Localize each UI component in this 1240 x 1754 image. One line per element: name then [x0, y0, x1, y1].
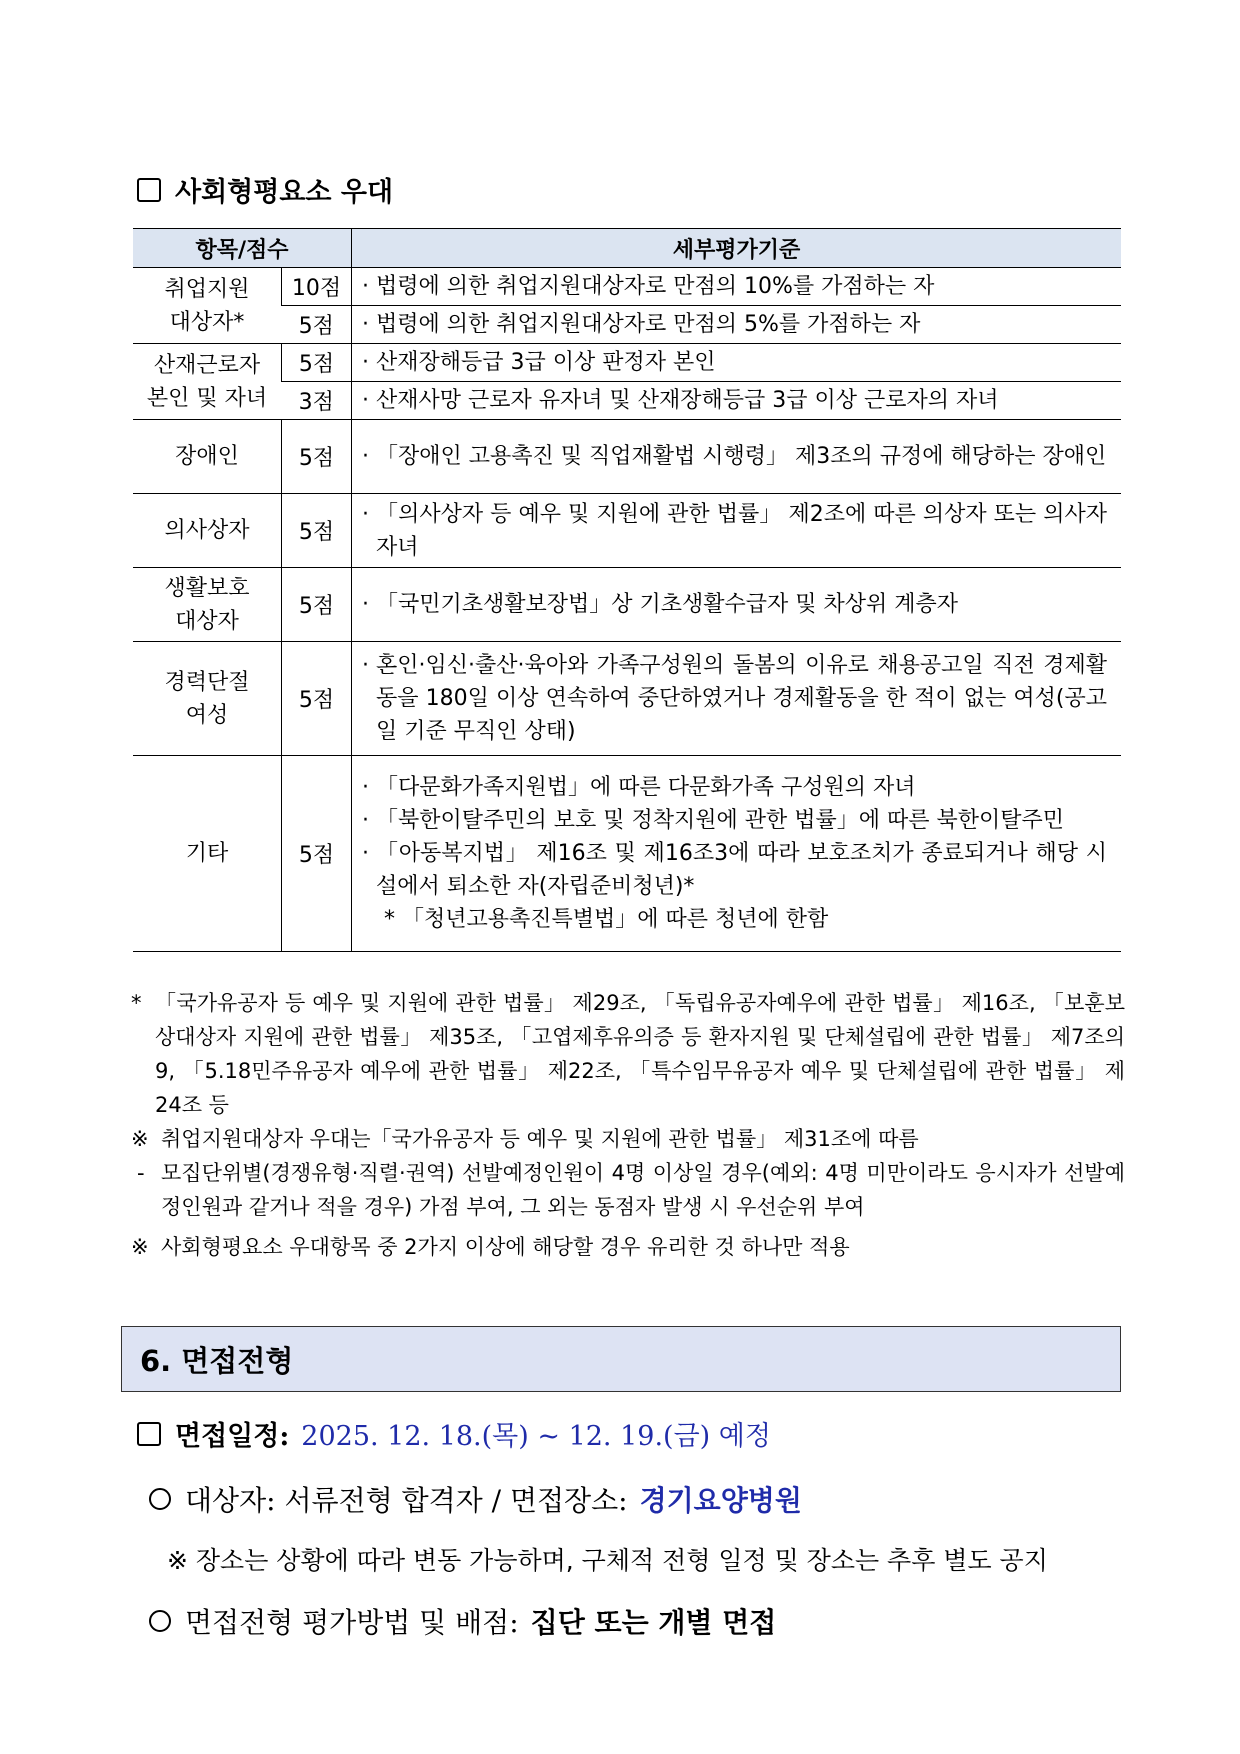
- method-value: 집단 또는 개별 면접: [530, 1606, 777, 1639]
- table-header-row: [133, 229, 1121, 268]
- note-ref-2: ※ 사회형평요소 우대항목 중 2가지 이상에 해당할 경우 유리한 것 하나만 적용: [131, 1235, 850, 1259]
- criteria-cell: · 「의사상자 등 예우 및 지원에 관한 법률」 제2조에 따른 의상자 또는 의사자 자녀: [352, 494, 1122, 568]
- preference-table: [133, 228, 1121, 952]
- points-cell: 5점: [282, 494, 352, 568]
- note-ref-1: ※ 취업지원대상자 우대는「국가유공자 등 예우 및 지원에 관한 법률」 제31조에 따름: [131, 1127, 919, 1151]
- category-disabled: 장애인: [133, 420, 282, 494]
- interview-schedule: [137, 1414, 1137, 1453]
- category-other: 기타: [133, 756, 282, 952]
- table-row: [133, 420, 1121, 494]
- note-star: * 「국가유공자 등 예우 및 지원에 관한 법률」 제29조, 「독립유공자예우에 관한 법률」 제16조, 「보훈보상대상자 지원에 관한 법률」 제35조, 「고엽제후유의증 등 환자지원 및 단체설립에 관한 법률」 제7조의9, 「5.18민주유공자 예우에 관한 법률」 제22조, 「특수임무유공자 예우 및 단체설립에 관한 법률」 제24조 등: [131, 991, 1125, 1117]
- square-bullet-icon: [137, 178, 161, 202]
- interview-target: [137, 1479, 1137, 1519]
- points-cell: 5점: [282, 344, 352, 382]
- table-row: [133, 344, 1121, 382]
- preference-title: 사회형평요소 우대: [175, 177, 394, 208]
- table-row: [133, 268, 1121, 306]
- square-bullet-icon: [137, 1422, 161, 1446]
- criteria-cell: · 「장애인 고용촉진 및 직업재활법 시행령」 제3조의 규정에 해당하는 장애인: [352, 420, 1122, 494]
- table-row: [133, 306, 1121, 344]
- criteria-cell: · 혼인·임신·출산·육아와 가족구성원의 돌봄의 이유로 채용공고일 직전 경제활동을 180일 이상 연속하여 중단하였거나 경제활동을 한 적이 없는 여성(공고일 기준 무직인 상태): [352, 642, 1122, 756]
- preference-section: [137, 170, 1137, 209]
- points-cell: 10점: [282, 268, 352, 306]
- circle-bullet-icon: [149, 1488, 171, 1510]
- category-industrial: 산재근로자 본인 및 자녀: [133, 344, 282, 420]
- circle-bullet-icon: [149, 1610, 171, 1632]
- preference-heading: [137, 170, 1137, 209]
- points-cell: 5점: [282, 642, 352, 756]
- table-notes: [131, 986, 1125, 1264]
- category-righteous: 의사상자: [133, 494, 282, 568]
- section6-title: 6. 면접전형: [140, 1343, 294, 1378]
- note-dash: - 모집단위별(경쟁유형·직렬·권역) 선발예정인원이 4명 이상일 경우(예외: 4명 미만이라도 응시자가 선발예정인원과 같거나 적을 경우) 가점 부여, 그 외는 동점자 발생 시 우선순위 부여: [137, 1161, 1125, 1219]
- youth-subnote: * 「청년고용촉진특별법」에 따른 청년에 한함: [384, 907, 829, 932]
- header-category: 항목/점수: [133, 229, 352, 268]
- points-cell: 5점: [282, 568, 352, 642]
- criteria-cell: · 「다문화가족지원법」에 따른 다문화가족 구성원의 자녀 · 「북한이탈주민의 보호 및 정착지원에 관한 법률」에 따른 북한이탈주민 · 「아동복지법」 제16조 및 제16조3에 따라 보호조치가 종료되거나 해당 시설에서 퇴소한 자(자립준비청년)* * 「청년고용촉진특별법」에 따른 청년에 한함: [352, 756, 1122, 952]
- schedule-label: 면접일정:: [175, 1421, 290, 1452]
- criteria-cell: · 산재사망 근로자 유자녀 및 산재장해등급 3급 이상 근로자의 자녀: [352, 382, 1122, 420]
- section6-header: [121, 1326, 1121, 1392]
- table-row: [133, 382, 1121, 420]
- points-cell: 5점: [282, 306, 352, 344]
- venue: 경기요양병원: [639, 1484, 802, 1517]
- category-employment: 취업지원 대상자*: [133, 268, 282, 344]
- points-cell: 5점: [282, 756, 352, 952]
- table-row: [133, 494, 1121, 568]
- category-career-break: 경력단절 여성: [133, 642, 282, 756]
- criteria-cell: · 산재장해등급 3급 이상 판정자 본인: [352, 344, 1122, 382]
- schedule-value: 2025. 12. 18.(목) ~ 12. 19.(금) 예정: [301, 1421, 771, 1452]
- interview-method: [137, 1601, 1137, 1641]
- category-welfare: 생활보호 대상자: [133, 568, 282, 642]
- criteria-cell: · 법령에 의한 취업지원대상자로 만점의 5%를 가점하는 자: [352, 306, 1122, 344]
- criteria-cell: · 법령에 의한 취업지원대상자로 만점의 10%를 가점하는 자: [352, 268, 1122, 306]
- table-row: [133, 756, 1121, 952]
- table-row: [133, 642, 1121, 756]
- venue-note: ※ 장소는 상황에 따라 변동 가능하며, 구체적 전형 일정 및 장소는 추후 별도 공지: [167, 1546, 1048, 1575]
- criteria-cell: · 「국민기초생활보장법」상 기초생활수급자 및 차상위 계층자: [352, 568, 1122, 642]
- table-row: [133, 568, 1121, 642]
- method-label: 면접전형 평가방법 및 배점:: [185, 1606, 519, 1639]
- points-cell: 5점: [282, 420, 352, 494]
- header-criteria: 세부평가기준: [352, 229, 1122, 268]
- interview-section: [137, 1414, 1137, 1641]
- points-cell: 3점: [282, 382, 352, 420]
- target-label: 대상자: 서류전형 합격자 / 면접장소:: [185, 1484, 628, 1517]
